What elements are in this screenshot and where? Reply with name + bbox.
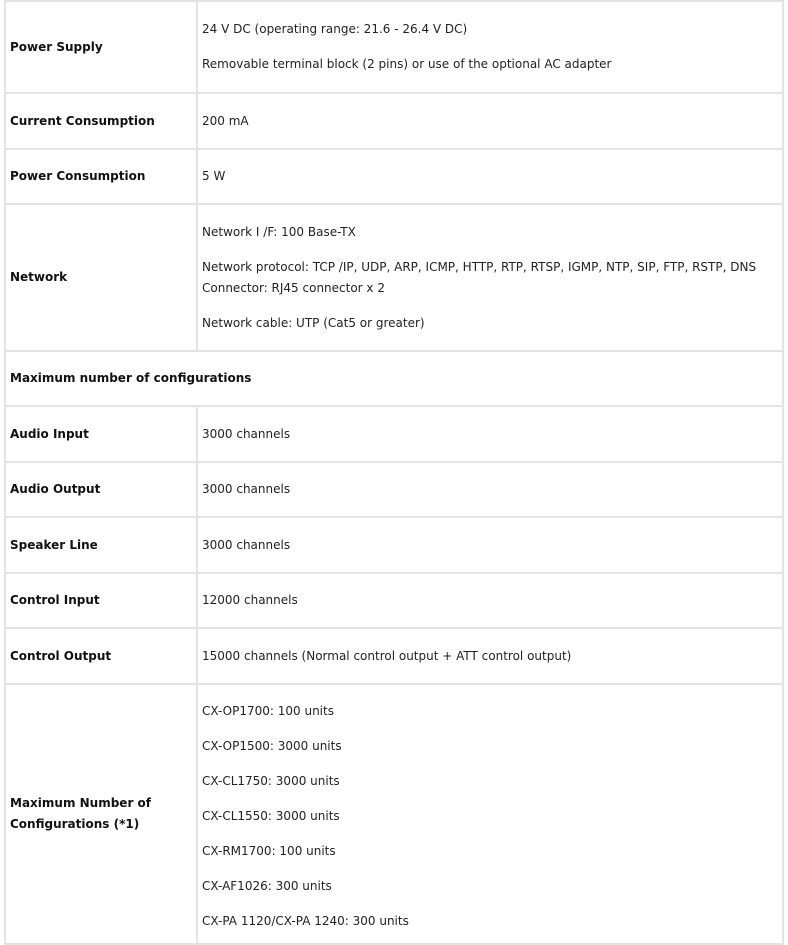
value-line: Network protocol: TCP /IP, UDP, ARP, ICMP, HTTP, RTP, RTSP, IGMP, NTP, SIP, FTP, RSTP, DNS bbox=[202, 259, 757, 274]
value-line: Connector: RJ45 connector x 2 bbox=[202, 280, 385, 295]
value-line: Network cable: UTP (Cat5 or greater) bbox=[202, 315, 425, 330]
value-line: Removable terminal block (2 pins) or use of the optional AC adapter bbox=[202, 57, 612, 71]
value-line: 24 V DC (operating range: 21.6 - 26.4 V DC) bbox=[202, 22, 468, 36]
spec-table bbox=[4, 0, 784, 945]
row-label: Audio Input bbox=[5, 406, 197, 462]
table-row bbox=[5, 684, 783, 944]
row-label: Current Consumption bbox=[5, 93, 197, 149]
row-label: Control Output bbox=[5, 628, 197, 684]
value-line: Network I /F: 100 Base-TX bbox=[202, 224, 356, 239]
row-value bbox=[197, 1, 783, 93]
row-value: 5 W bbox=[197, 149, 783, 204]
table-row bbox=[5, 628, 783, 684]
row-label: Maximum Number of Configurations (*1) bbox=[5, 684, 197, 944]
row-value bbox=[197, 684, 783, 944]
row-value: 12000 channels bbox=[197, 573, 783, 628]
section-header: Maximum number of configurations bbox=[5, 351, 783, 406]
table-row bbox=[5, 204, 783, 351]
row-label: Power Supply bbox=[5, 1, 197, 93]
row-label: Power Consumption bbox=[5, 149, 197, 204]
row-label: Network bbox=[5, 204, 197, 351]
table-row bbox=[5, 351, 783, 406]
table-row bbox=[5, 406, 783, 462]
value-line: CX-OP1500: 3000 units bbox=[202, 739, 342, 753]
table-row bbox=[5, 462, 783, 517]
row-label: Speaker Line bbox=[5, 517, 197, 573]
row-value: 200 mA bbox=[197, 93, 783, 149]
row-label: Audio Output bbox=[5, 462, 197, 517]
value-line: CX-OP1700: 100 units bbox=[202, 704, 334, 718]
row-value: 3000 channels bbox=[197, 517, 783, 573]
row-value: 3000 channels bbox=[197, 462, 783, 517]
row-label: Control Input bbox=[5, 573, 197, 628]
table-row bbox=[5, 517, 783, 573]
table-row bbox=[5, 1, 783, 93]
table-row bbox=[5, 93, 783, 149]
row-value: 3000 channels bbox=[197, 406, 783, 462]
value-line: CX-PA 1120/CX-PA 1240: 300 units bbox=[202, 914, 409, 928]
value-line: CX-AF1026: 300 units bbox=[202, 879, 332, 893]
value-line: CX-CL1750: 3000 units bbox=[202, 774, 340, 788]
table-row bbox=[5, 573, 783, 628]
value-line: CX-CL1550: 3000 units bbox=[202, 809, 340, 823]
row-value bbox=[197, 204, 783, 351]
value-line: CX-RM1700: 100 units bbox=[202, 844, 336, 858]
row-value: 15000 channels (Normal control output + ATT control output) bbox=[197, 628, 783, 684]
table-row bbox=[5, 149, 783, 204]
